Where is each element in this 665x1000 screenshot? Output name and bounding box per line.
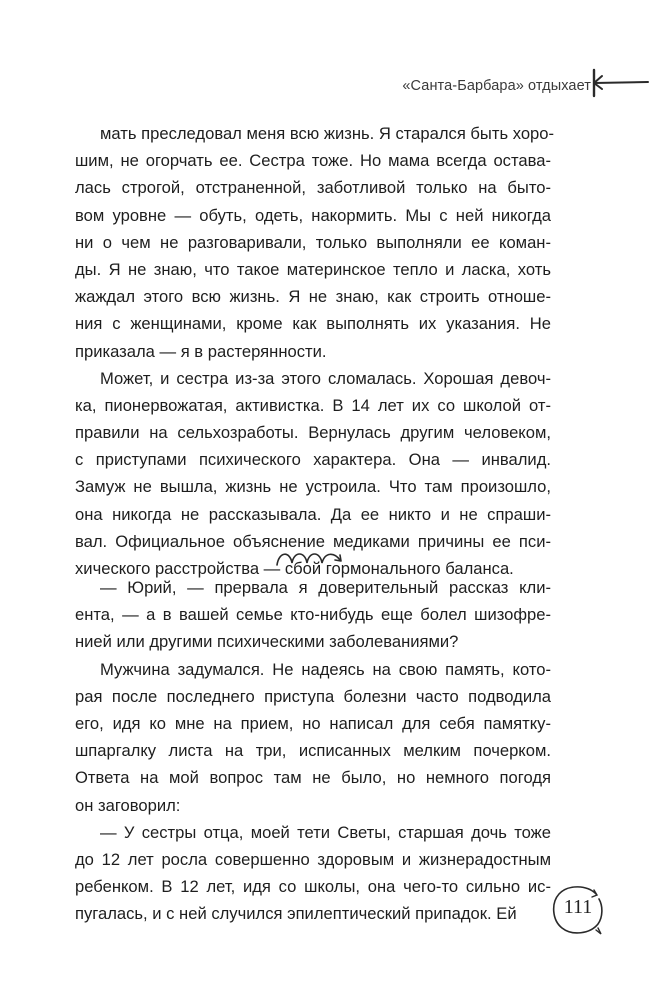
text-block-top <box>75 120 555 582</box>
page-number-badge <box>548 880 608 940</box>
text-line: — Юрий, — прервала я доверительный рассказ кли- <box>100 578 551 597</box>
text-line: ребенком. В 12 лет, идя со школы, она чего-то сильно ис- <box>75 877 551 897</box>
text-line: лась строгой, отстраненной, заботливой только на быто- <box>75 178 551 198</box>
running-head: «Санта-Барбара» отдыхает <box>402 78 591 94</box>
text-line: шпаргалку листа на три, исписанных мелким почерком. <box>75 741 551 761</box>
text-line: вал. Официальное объяснение медиками причины ее пси- <box>75 531 551 551</box>
paragraph <box>75 656 551 819</box>
text-line: мать преследовал меня всю жизнь. Я старался быть хоро- <box>100 124 555 143</box>
section-divider-ornament-icon <box>274 545 354 569</box>
page-number: 111 <box>563 896 593 918</box>
text-line: ния с женщинами, кроме как выполнять их указания. Не <box>75 314 551 334</box>
text-line: с приступами психического характера. Она — инвалид. <box>75 450 551 470</box>
text-line: она никогда не рассказывала. Да ее никто и не спраши- <box>75 504 551 524</box>
paragraph <box>75 574 551 656</box>
text-line: правили на сельхозработы. Вернулась другим человеком, <box>75 423 551 443</box>
text-line: приказала — я в растерянности. <box>75 341 327 361</box>
text-line: до 12 лет росла совершенно здоровым и жизнерадостным <box>75 849 551 869</box>
text-line: Может, и сестра из-за этого сломалась. Хорошая девоч- <box>100 368 551 388</box>
text-line: нией или другими психическими заболеваниями? <box>75 632 459 652</box>
text-line: Мужчина задумался. Не надеясь на свою память, кото- <box>100 659 551 679</box>
text-line: ка, пионервожатая, активистка. В 14 лет их со школой от- <box>75 395 551 415</box>
text-line: шим, не огорчать ее. Сестра тоже. Но мама всегда остава- <box>75 151 551 171</box>
text-line: вом уровне — обуть, одеть, накормить. Мы с ней никогда <box>75 205 551 225</box>
text-line: — У сестры отца, моей тети Светы, старшая дочь тоже <box>100 822 551 842</box>
text-line: ни о чем не разговаривали, только выполняли ее коман- <box>75 232 551 252</box>
paragraph <box>75 819 551 928</box>
text-line: ды. Я не знаю, что такое материнское тепло и ласка, хоть <box>75 259 551 279</box>
text-line: хического расстройства — сбой гормонального баланса. <box>75 559 514 578</box>
text-line: его, идя ко мне на прием, но написал для себя памятку- <box>75 713 551 733</box>
text-line: рая после последнего приступа болезни часто подводила <box>75 686 551 706</box>
text-line: ента, — а в вашей семье кто-нибудь еще болел шизофре- <box>75 605 551 625</box>
text-line: Ответа на мой вопрос там не было, но немного погодя <box>75 768 551 788</box>
paragraph <box>75 120 555 365</box>
text-line: он заговорил: <box>75 795 181 815</box>
text-line: пугалась, и с ней случился эпилептический припадок. Ей <box>75 904 517 924</box>
running-head-arrow-icon <box>590 66 652 102</box>
text-block-bottom <box>75 574 551 927</box>
text-line: Замуж не вышла, жизнь не устроила. Что там произошло, <box>75 477 551 497</box>
text-line: жаждал этого всю жизнь. Я не знаю, как строить отноше- <box>75 287 551 307</box>
